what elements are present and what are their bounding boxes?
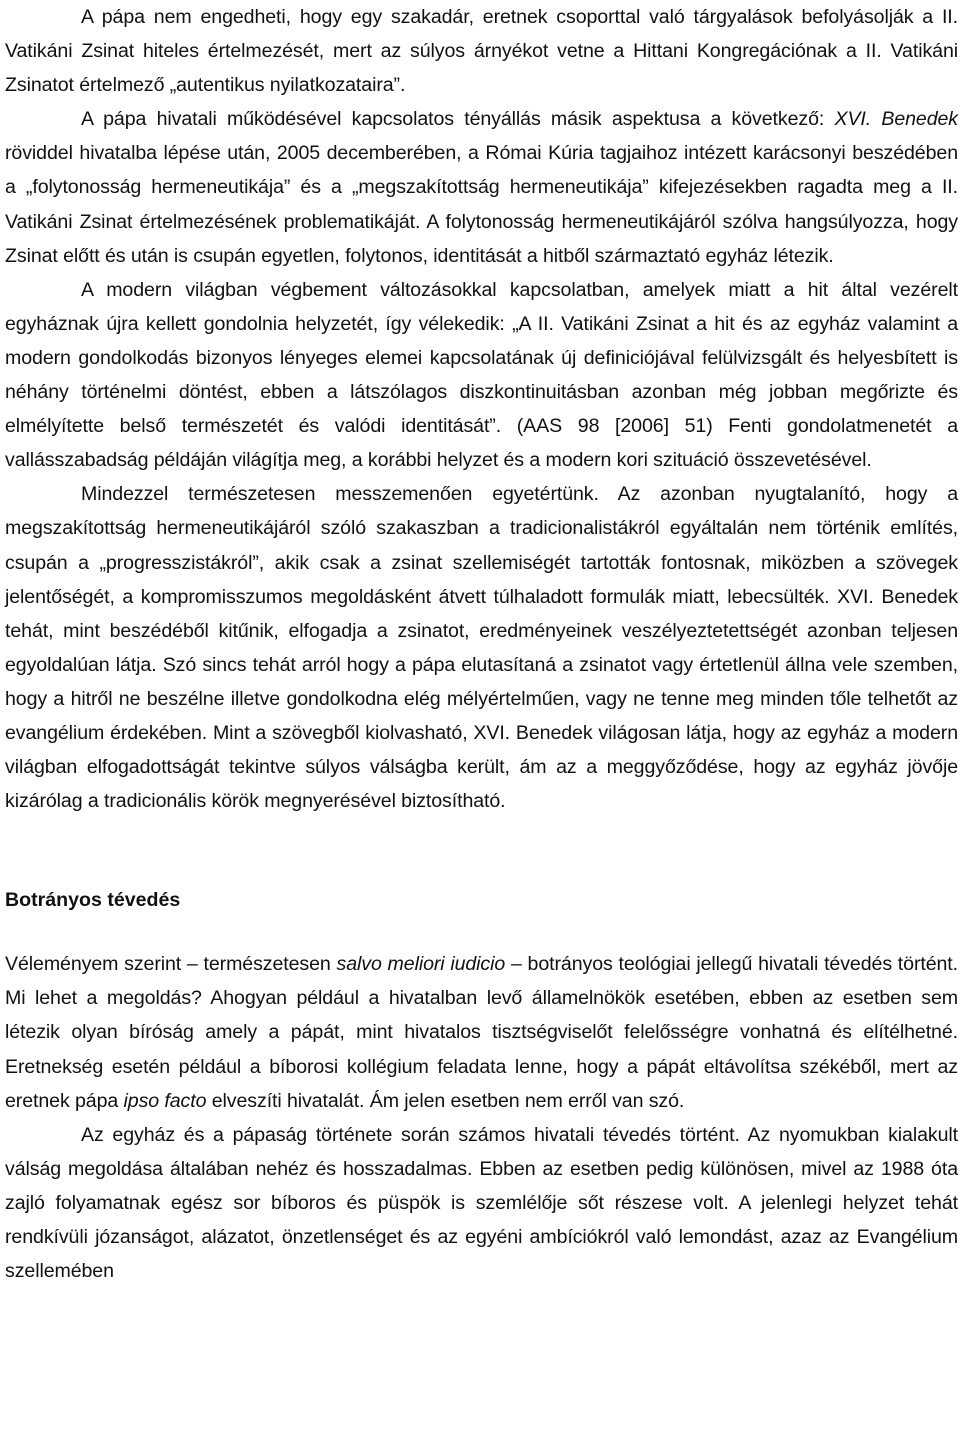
paragraph-history-of-errors: Az egyház és a pápaság története során számos hivatali tévedés történt. Az nyomukban kialakult válság megoldása általában nehéz és hosszadalmas. Ebben az esetben pedig különösen, mivel az 1988 óta zajló folyamatnak egész sor bíboros és püspök is szemlélője sőt részese volt. A jelenlegi helyzet tehát rendkívüli józanságot, alázatot, önzetlenséget és az egyéni ambíciókról való lemondást, azaz az Evangélium szellemében bbox=[5, 1123, 958, 1283]
paragraph-scandalous-error-c: elveszíti hivatalát. Ám jelen esetben nem erről van szó. bbox=[206, 1089, 685, 1112]
paragraph-modern-world: A modern világban végbement változásokkal kapcsolatban, amelyek miatt a hit által vezérelt egyháznak újra kellett gondolnia helyzetét, így vélekedik: „A II. Vatikáni Zsinat a hit és az egyház valamint a modern gondolkodás bizonyos lényeges elemei kapcsolatának új definiciójával felülvizsgált és helyesbített is néhány történelmi döntést, ebben a látszólagos diszkontinuitásban azonban még jobban megőrizte és elmélyítette belső természetét és valódi identitását”. (AAS 98 [2006] 51) Fenti gondolatmenetét a vallásszabadság példáján világítja meg, a korábbi helyzet és a modern kori szituáció összevetésével. bbox=[5, 278, 958, 472]
paragraph-scandalous-error-a: Véleményem szerint – természetesen bbox=[5, 953, 337, 976]
paragraph-scandalous-error-b: – botrányos teológiai jellegű hivatali tévedés történt. Mi lehet a megoldás? Ahogyan például a hivatalban levő államelnökök esetében, ebben az esetben sem létezik olyan bíróság amely a pápát, mint hivatalos tisztségviselőt felelősségre vonhatná és elítélhetné. Eretnekség esetén például a bíborosi kollégium feladata lenne, hogy a pápát eltávolítsa székéből, mert az eretnek pápa bbox=[5, 953, 958, 1112]
latin-phrase-ipso-facto: ipso facto bbox=[123, 1089, 207, 1112]
section-spacer bbox=[5, 818, 958, 883]
pope-name-italic: XVI. Benedek bbox=[834, 108, 958, 131]
section-heading: Botrányos tévedés bbox=[5, 889, 181, 912]
paragraph-agreement: Mindezzel természetesen messzemenően egyetértünk. Az azonban nyugtalanító, hogy a megszakítottság hermeneutikájáról szóló szakaszban a tradicionalistákról egyáltalán nem történik említés, csupán a „progresszistákról”, akik csak a zsinat szellemiségét tartották fontosnak, miközben a szövegek jelentőségét, a kompromisszumos megoldásként átvett túlhaladott formulák miatt, lebecsülték. XVI. Benedek tehát, mint beszédéből kitűnik, elfogadja a zsinatot, eredményeinek veszélyeztetettségét azonban teljesen egyoldalúan látja. Szó sincs tehát arról hogy a pápa elutasítaná a zsinatot vagy értetlenül állna vele szemben, hogy a hitről ne beszélne illetve gondolkodna elég mélyértelműen, vagy ne tenne meg minden tőle telhetőt az evangélium érdekében. Mint a szövegből kiolvasható, XVI. Benedek világosan látja, hogy az egyház a modern világban elfogadottságát tekintve súlyos válságba került, ám az a meggyőződése, hogy az egyház jövője kizárólag a tradicionális körök megnyerésével biztosítható. bbox=[5, 483, 958, 813]
paragraph-hermeneutics bbox=[5, 102, 958, 272]
document-page bbox=[5, 0, 958, 1288]
paragraph-hermeneutics-intro: A pápa hivatali működésével kapcsolatos tényállás másik aspektusa a következő: bbox=[81, 108, 835, 131]
paragraph-hermeneutics-rest: röviddel hivatalba lépése után, 2005 decemberében, a Római Kúria tagjaihoz intézett karácsonyi beszédében a „folytonosság hermeneutikája” és a „megszakítottság hermeneutikája” kifejezésekben ragadta meg a II. Vatikáni Zsinat értelmezésének problematikáját. A folytonosság hermeneutikájáról szólva hangsúlyozza, hogy Zsinat előtt és után is csupán egyetlen, folytonos, identitását a hitből származtató egyház létezik. bbox=[5, 142, 958, 267]
paragraph-papal-negotiations: A pápa nem engedheti, hogy egy szakadár, eretnek csoporttal való tárgyalások befolyásolják a II. Vatikáni Zsinat hiteles értelmezését, mert az súlyos árnyékot vetne a Hittani Kongregációnak a II. Vatikáni Zsinatot értelmező „autentikus nyilatkozataira”. bbox=[5, 6, 958, 97]
heading-spacer bbox=[5, 917, 958, 947]
paragraph-scandalous-error bbox=[5, 947, 958, 1117]
latin-phrase-salvo: salvo meliori iudicio bbox=[336, 953, 506, 976]
